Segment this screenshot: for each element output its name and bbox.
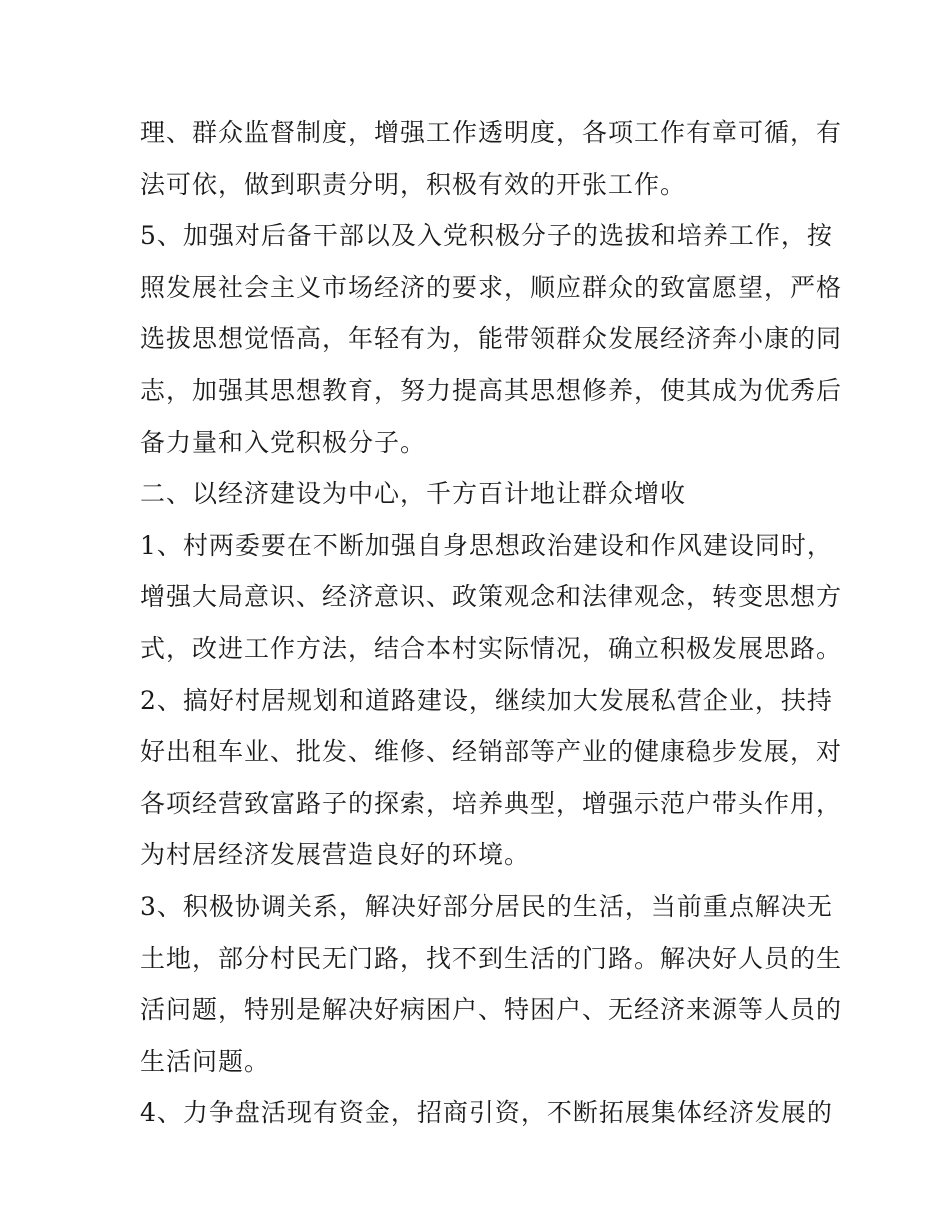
text-line: 照发展社会主义市场经济的要求，顺应群众的致富愿望，严格 <box>140 272 843 302</box>
text-line: 3、积极协调关系，解决好部分居民的生活，当前重点解决无 <box>140 891 833 921</box>
text-line: 理、群众监督制度，增强工作透明度，各项工作有章可循，有 <box>140 118 843 147</box>
text-line: 志，加强其思想教育，努力提高其思想修养，使其成为优秀后 <box>140 375 843 405</box>
text-line: 5、加强对后备干部以及入党积极分子的选拔和培养工作，按 <box>140 221 833 251</box>
text-line: 法可依，做到职责分明，积极有效的开张工作。 <box>140 169 687 199</box>
text-line: 1、村两委要在不断加强自身思想政治建设和作风建设同时， <box>140 530 833 560</box>
text-line: 好出租车业、批发、维修、经销部等产业的健康稳步发展，对 <box>140 737 843 767</box>
text-line: 式，改进工作方法，结合本村实际情况，确立积极发展思路。 <box>140 633 843 663</box>
text-line: 选拔思想觉悟高，年轻有为，能带领群众发展经济奔小康的同 <box>140 324 843 354</box>
text-line: 4、力争盘活现有资金，招商引资，不断拓展集体经济发展的 <box>140 1098 833 1128</box>
text-line: 活问题，特别是解决好病困户、特困户、无经济来源等人员的 <box>140 995 843 1025</box>
text-line: 2、搞好村居规划和道路建设，继续加大发展私营企业，扶持 <box>140 685 833 715</box>
document-body <box>140 107 843 1139</box>
text-line: 生活问题。 <box>140 1046 271 1076</box>
text-line: 增强大局意识、经济意识、政策观念和法律观念，转变思想方 <box>140 582 843 612</box>
text-line: 备力量和入党积极分子。 <box>140 427 427 457</box>
text-line: 为村居经济发展营造良好的环境。 <box>140 840 531 870</box>
section-heading: 二、以经济建设为中心，千方百计地让群众增收 <box>140 479 687 509</box>
text-line: 土地，部分村民无门路，找不到生活的门路。解决好人员的生 <box>140 943 843 973</box>
text-line: 各项经营致富路子的探索，培养典型，增强示范户带头作用， <box>140 788 843 818</box>
